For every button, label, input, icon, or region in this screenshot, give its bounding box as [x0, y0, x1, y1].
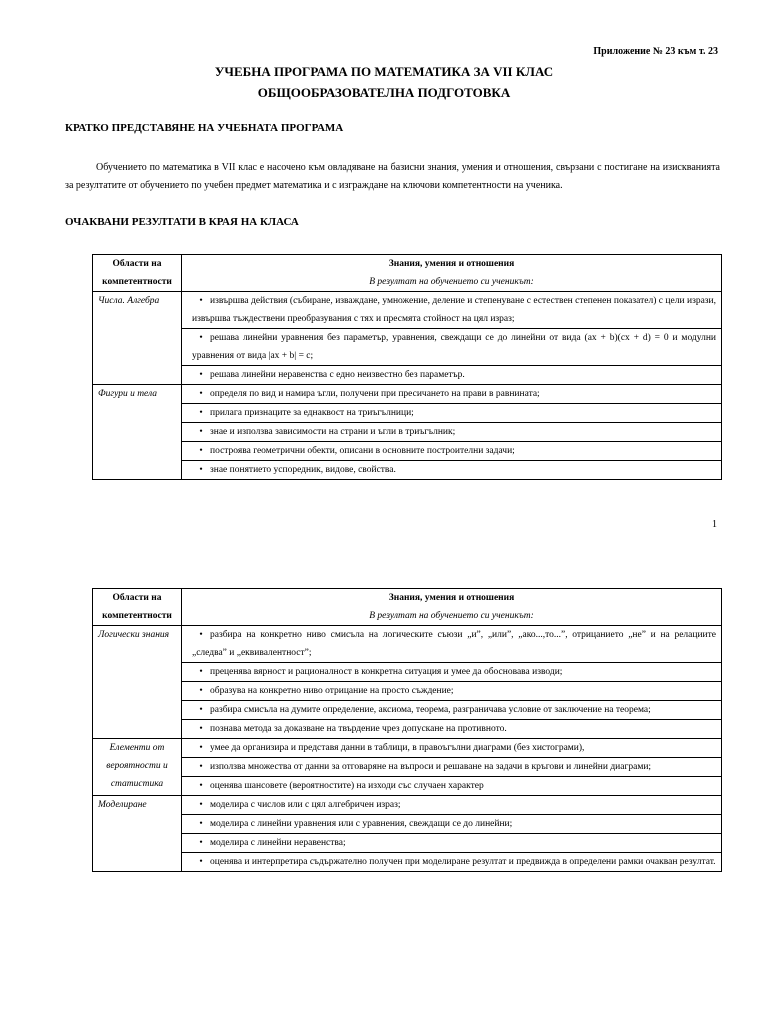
area-algebra: Числа. Алгебра: [93, 292, 182, 385]
area-geometry: Фигури и тела: [93, 385, 182, 480]
list-item: • знае понятието успоредник, видове, свойства.: [182, 461, 722, 480]
table-row: [93, 663, 722, 682]
bullet-icon: •: [199, 781, 203, 791]
table-row: [93, 404, 722, 423]
list-item: • знае и използва зависимости на страни и ъгли в триъгълник;: [182, 423, 722, 442]
table-row: [93, 292, 722, 329]
bullet-icon: •: [199, 389, 203, 399]
bullet-icon: •: [199, 705, 203, 715]
bullet-icon: •: [199, 762, 203, 772]
bullet-icon: •: [199, 370, 203, 380]
bullet-icon: •: [199, 800, 203, 810]
table-header-row: [93, 255, 722, 292]
results-table-2: [92, 588, 722, 872]
appendix-label: Приложение № 23 към т. 23: [593, 46, 718, 57]
table-row: [93, 815, 722, 834]
list-item: • разбира смисъла на думите определение, аксиома, теорема, разграничава условие от заключение на теорема;: [182, 701, 722, 720]
bullet-icon: •: [199, 427, 203, 437]
table-row: [93, 626, 722, 663]
list-item: • образува на конкретно ниво отрицание на просто съждение;: [182, 682, 722, 701]
list-item: • разбира на конкретно ниво смисъла на логическите съюзи „и”, „или”, „ако...,то...”, отрицанието „не” и на релациите „следва” и „еквивалентност”;: [182, 626, 722, 663]
list-item: • решава линейни уравнения без параметър, уравнения, свеждащи се до линейни от вида (ax + b)(cx + d) = 0 и модулни уравнения от вида |ax + b| = c;: [182, 329, 722, 366]
table-row: [93, 853, 722, 872]
results-table-1: [92, 254, 722, 480]
bullet-icon: •: [199, 333, 203, 343]
header-area-cell: Области на компетентности: [93, 589, 182, 626]
header-main-cell: [182, 255, 722, 292]
bullet-icon: •: [199, 743, 203, 753]
bullet-icon: •: [199, 630, 203, 640]
header-main-subtitle: В резултат на обучението си ученикът:: [369, 277, 534, 287]
list-item: • преценява вярност и рационалност в конкретна ситуация и умее да обосновава изводи;: [182, 663, 722, 682]
bullet-icon: •: [199, 465, 203, 475]
intro-paragraph: Обучението по математика в VII клас е насочено към овладяване на базисни знания, умения и отношения, свързани с постигане на изискванията за резултатите от обучението по учебен предмет математика и с изграждане на ключови компетентности на ученика.: [65, 162, 720, 191]
list-item: • извършва действия (събиране, изваждане, умножение, деление и степенуване с естествен степенен показател) с цели изрази, извършва тъждествени преобразувания с тях и пресмята стойност на цял израз;: [182, 292, 722, 329]
table-row: [93, 834, 722, 853]
document-title: УЧЕБНА ПРОГРАМА ПО МАТЕМАТИКА ЗА VII КЛАС: [214, 64, 554, 79]
header-main-title: Знания, умения и отношения: [388, 593, 515, 603]
list-item: • оценява и интерпретира съдържателно получен при моделиране резултат и предвижда в определени рамки очакван резултат.: [182, 853, 722, 872]
table-row: [93, 739, 722, 758]
header-main-subtitle: В резултат на обучението си ученикът:: [369, 611, 534, 621]
list-item: • прилага признаците за еднаквост на триъгълници;: [182, 404, 722, 423]
header-area-cell: Области на компетентности: [93, 255, 182, 292]
table-row: [93, 385, 722, 404]
header-main-title: Знания, умения и отношения: [388, 259, 515, 269]
list-item: • определя по вид и намира ъгли, получени при пресичането на прави в равнината;: [182, 385, 722, 404]
table-row: [93, 796, 722, 815]
list-item: • построява геометрични обекти, описани в основните построителни задачи;: [182, 442, 722, 461]
page-number: 1: [712, 519, 717, 530]
list-item: • използва множества от данни за отговаряне на въпроси и решаване на задачи в кръгови и линейни диаграми;: [182, 758, 722, 777]
table-row: [93, 701, 722, 720]
list-item: • решава линейни неравенства с едно неизвестно без параметър.: [182, 366, 722, 385]
header-main-cell: [182, 589, 722, 626]
section-heading-results: ОЧАКВАНИ РЕЗУЛТАТИ В КРАЯ НА КЛАСА: [65, 216, 299, 228]
table-row: [93, 423, 722, 442]
bullet-icon: •: [199, 838, 203, 848]
bullet-icon: •: [199, 446, 203, 456]
bullet-icon: •: [199, 857, 203, 867]
list-item: • моделира с линейни неравенства;: [182, 834, 722, 853]
bullet-icon: •: [199, 819, 203, 829]
area-modeling: Моделиране: [93, 796, 182, 872]
document-subtitle: ОБЩООБРАЗОВАТЕЛНА ПОДГОТОВКА: [257, 85, 511, 100]
table-header-row: [93, 589, 722, 626]
bullet-icon: •: [199, 296, 203, 306]
table-row: [93, 720, 722, 739]
area-logic: Логически знания: [93, 626, 182, 739]
table-row: [93, 682, 722, 701]
bullet-icon: •: [199, 724, 203, 734]
table-row: [93, 777, 722, 796]
bullet-icon: •: [199, 686, 203, 696]
table-row: [93, 329, 722, 366]
list-item: • моделира с линейни уравнения или с уравнения, свеждащи се до линейни;: [182, 815, 722, 834]
bullet-icon: •: [199, 408, 203, 418]
table-row: [93, 442, 722, 461]
table-row: [93, 366, 722, 385]
section-heading-brief: КРАТКО ПРЕДСТАВЯНЕ НА УЧЕБНАТА ПРОГРАМА: [65, 122, 344, 134]
bullet-icon: •: [199, 667, 203, 677]
area-statistics: Елементи от вероятности и статистика: [93, 739, 182, 796]
list-item: • оценява шансовете (вероятностите) на изходи със случаен характер: [182, 777, 722, 796]
table-row: [93, 758, 722, 777]
list-item: • познава метода за доказване на твърдение чрез допускане на противното.: [182, 720, 722, 739]
table-row: [93, 461, 722, 480]
list-item: • моделира с числов или с цял алгебричен израз;: [182, 796, 722, 815]
list-item: • умее да организира и представя данни в таблици, в правоъгълни диаграми (без хистограми),: [182, 739, 722, 758]
